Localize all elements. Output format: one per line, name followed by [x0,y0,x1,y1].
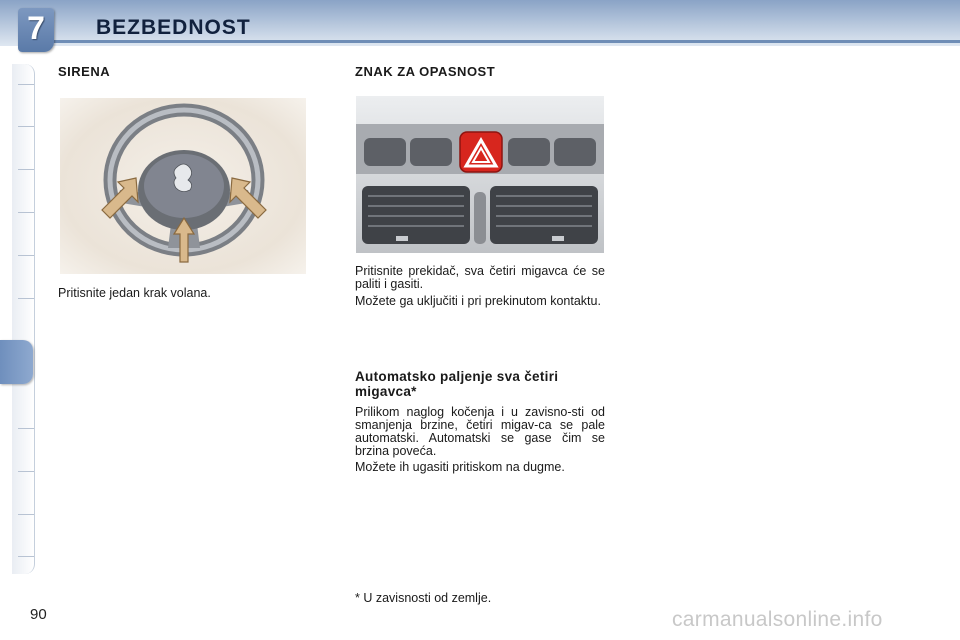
footnote: * U zavisnosti od zemlje. [355,591,492,605]
side-tab-divider [18,428,34,429]
auto-hazard-off-text: Možete ih ugasiti pritiskom na dugme. [355,460,565,474]
side-tab-divider [18,255,34,256]
side-tab-active-chapter[interactable] [0,340,33,384]
section-title-hazard: ZNAK ZA OPASNOST [355,64,496,79]
page-number: 90 [30,606,47,623]
side-tab-strip [12,64,35,574]
side-tab-divider [18,298,34,299]
side-tab-divider [18,514,34,515]
watermark-text[interactable]: carmanualsonline.info [672,608,883,631]
header-rule [48,40,960,43]
side-tab-divider [18,556,34,557]
auto-hazard-paragraph: Prilikom naglog kočenja i u zavisno-sti od smanjenja brzine, četiri migav-ca se pale automatski. Automatski se gase čim se brzina poveća. [355,405,605,458]
steering-wheel-illustration [60,98,306,274]
side-tab-divider [18,126,34,127]
section-title-sirena: SIRENA [58,64,111,79]
side-tab-divider [18,212,34,213]
side-tab-divider [18,471,34,472]
auto-hazard-subhead: Automatsko paljenje sva četiri migavca* [355,369,559,399]
hazard-paragraph-2: Možete ga uključiti i pri prekinutom kontaktu. [355,294,601,308]
hazard-switch-icon [356,96,604,253]
side-tab-divider [18,169,34,170]
sirena-caption: Pritisnite jedan krak volana. [58,286,211,300]
chapter-title: BEZBEDNOST [96,16,251,39]
hazard-paragraph-1: Pritisnite prekidač, sva četiri migavca će se paliti i gasiti. [355,264,605,291]
steering-wheel-icon [60,98,306,274]
side-tab-divider [18,84,34,85]
chapter-number: 7 [27,10,45,46]
hazard-switch-illustration [356,96,604,253]
